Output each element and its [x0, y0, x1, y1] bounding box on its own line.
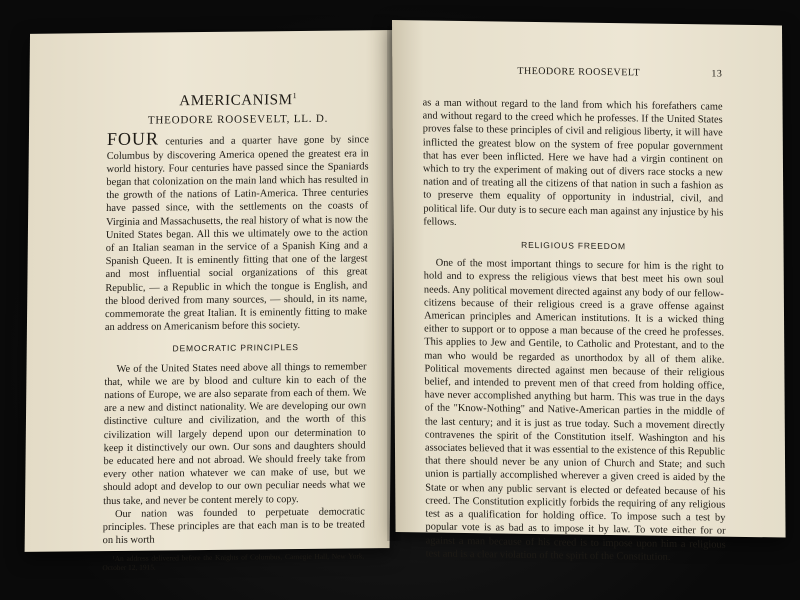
right-page-body	[423, 96, 726, 564]
left-page-text-block	[102, 88, 369, 579]
right-paragraph-2: One of the most important things to secure for him is the right to hold and to express the religious views that best meet his own soul needs. Any political movement directed against any body of our fellow-citizens because of their religious creed is a grave offense against American principles and American institutions. It is a wicked thing either to support or to oppose a man because of the creed he professes. This applies to Jew and Gentile, to Catholic and Protestant, and to the man who would be regarded as unorthodox by all of them alike. Political movements directed against men because of their religious belief, and intended to prevent men of that creed from holding office, have never accomplished anything but harm. This was true in the days of the "Know-Nothing" and Native-American parties in the middle of the last century; and it is just as true today. Such a movement directly contravenes the spirit of the Constitution itself. Washington and his associates believed that it was essential to the existence of this Republic that there should never be any union of Church and State; and such union is partially accomplished wherever a given creed is aided by the State or when any public servant is elected or defeated because of his creed. The Constitution explicitly forbids the requiring of any religious test as a qualification for holding office. To impose such a test by popular vote is as bad as to impose it by law. To vote either for or against a man because of his creed is to impose upon him a religious test and is a clear violation of the spirit of the Constitution.	[423, 257, 726, 563]
section-heading-religious-freedom: RELIGIOUS FREEDOM	[521, 239, 626, 252]
right-page-text-block	[422, 70, 725, 564]
running-head	[422, 64, 723, 80]
left-page	[25, 30, 395, 572]
right-page	[392, 20, 786, 563]
running-head-title: THEODORE ROOSEVELT	[517, 65, 641, 79]
author-byline: THEODORE ROOSEVELT, LL. D.	[147, 112, 329, 127]
page-number: 13	[711, 68, 723, 80]
intro-text: centuries and a quarter have gone by since Columbus by discovering America opened the greatest era in world history. Four centuries have passed since the Spaniards began that colonization on the main land which has resulted in the growth of the nations of Latin-America. Three centuries have passed since, with the settlements on the coasts of Virginia and Massachusetts, the real history of what is now the United States began. All this we ultimately owe to the action of an Italian seaman in the service of a Spanish King and a Spanish Queen. It is eminently fitting that one of the largest and most influential social organizations of this great Republic, — a Republic in which the tongue is English, and the blood derived from many sources, — should, in its name, commemorate the great Italian. It is eminently fitting to make an address on Americanism before this society.	[104, 134, 369, 334]
open-booklet	[22, 18, 792, 572]
left-paragraph-2: Our nation was founded to perpetuate democratic principles. These principles are that each man is to be treated on his worth	[102, 506, 366, 547]
essay-title-text: AMERICANISM	[179, 92, 293, 110]
right-paragraph-1: as a man without regard to the land from which his forefathers came and without regard to the creed which he professes. If the United States proves false to these principles of civil and religious liberty, it will have inflicted the greatest blow on the system of free popular government that has ever been inflicted. Here we have had a virgin continent on which to try the experiment of making out of divers race stocks a new nation and of treating all the citizens of that nation in such a fashion as to preserve them equality of opportunity in industrial, civil, and political life. Our duty is to secure each man against any injustice by his fellows.	[422, 97, 724, 228]
section-heading-democratic-principles: DEMOCRATIC PRINCIPLES	[172, 342, 299, 354]
intro-dropcap: FOUR	[106, 128, 160, 150]
title-footnote-marker: 1	[292, 91, 298, 101]
intro-paragraph	[104, 128, 369, 335]
footnote: ¹An address delivered before the Knights of Columbus, Carnegie Hall, New York, October 12, 1915.	[102, 550, 365, 572]
left-paragraph-1: We of the United States need above all things to remember that, while we are by blood and culture kin to each of the nations of Europe, we are also separate from each of them. We are a new and distinct nationality. We are developing our own distinctive culture and civilization, and the worth of this civilization will largely depend upon our determination to keep it distinctively our own. Our sons and daughters should be educated here and not abroad. We should freely take from every other nation whatever we can make of use, but we should adopt and develop to our own peculiar needs what we thus take, and never be content merely to copy.	[103, 360, 367, 507]
essay-title	[107, 88, 369, 109]
